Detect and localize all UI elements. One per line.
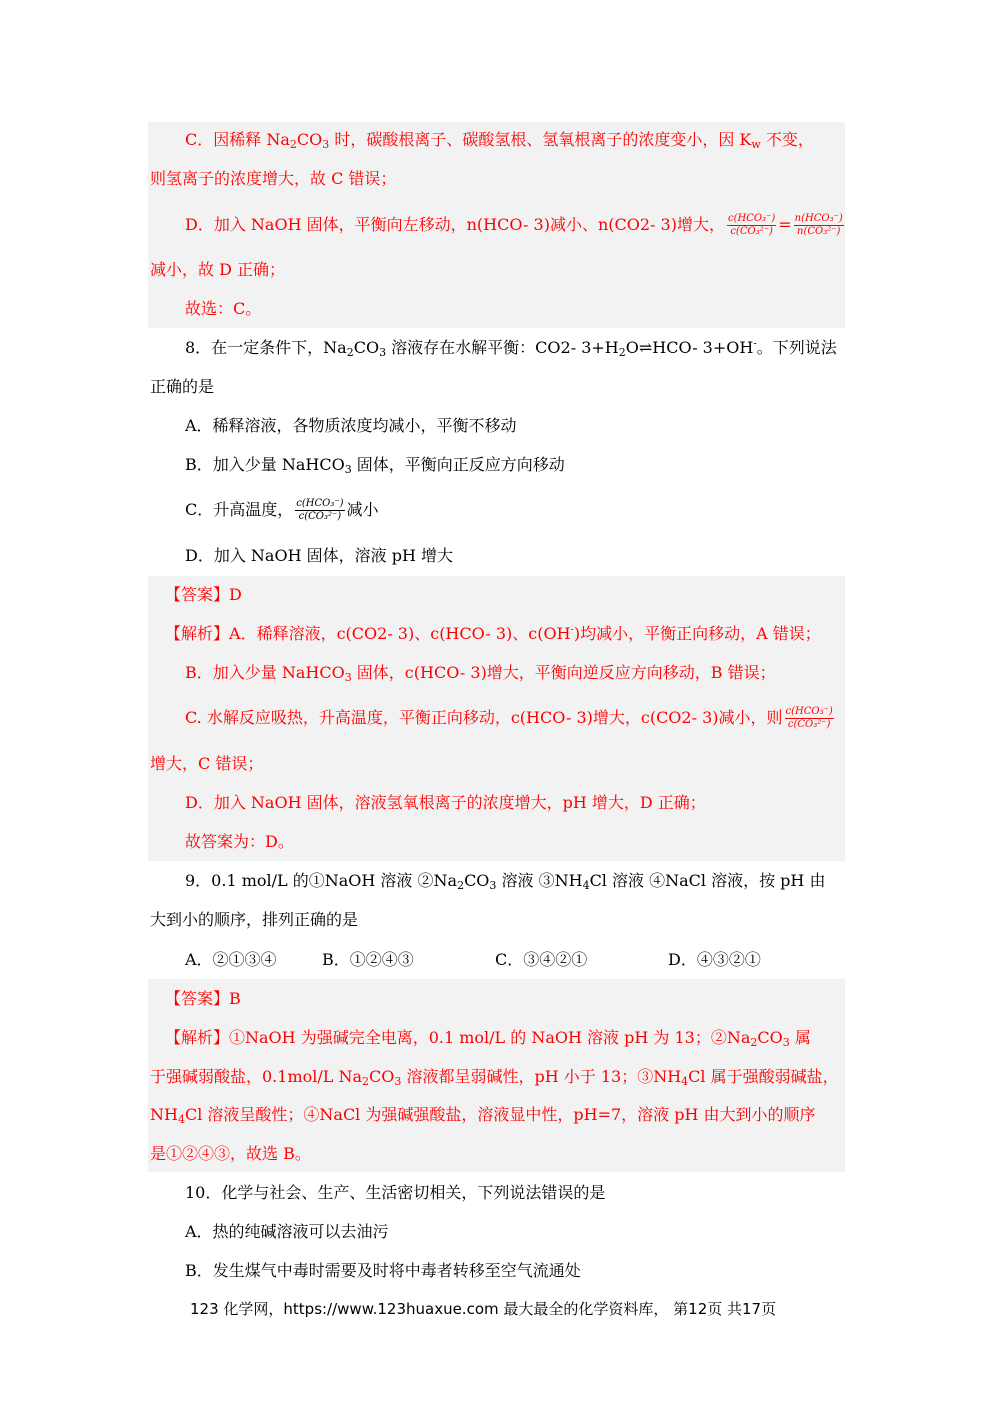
q9-option-a: A．②①③④ — [185, 950, 277, 969]
q8-stem-line1: 8．在一定条件下，$Na_2CO_3$ 溶液存在水解平衡：CO2- $3+H_2O\rightleftharpoons HCO-$ 3+OH-。下列说法 — [185, 338, 837, 359]
q9-stem-line1: 9．0.1 mol/L 的①NaOH 溶液 $②Na_2CO_3$ 溶液 $③NH_4Cl$ 溶液 ④NaCl 溶液，按 pH 由 — [185, 871, 826, 892]
q10-option-b: B．发生煤气中毒时需要及时将中毒者转移至空气流通处 — [185, 1261, 581, 1280]
q10-option-a: A．热的纯碱溶液可以去油污 — [185, 1222, 389, 1241]
fraction-c: $\frac{\text{c(HCO₃⁻)}}{\text{c(CO₃²⁻)}}$ — [727, 213, 776, 237]
fraction-n: $\frac{\text{n(HCO₃⁻)}}{\text{n(CO₃²⁻)}}$ — [794, 213, 843, 237]
q8-analysis-a: 【解析】A．稀释溶液，c(CO2- 3)、c(HCO- 3)、c(OH-)均减小，平衡正向移动，A 错误； — [165, 624, 821, 643]
q7-final-choice: 故选：C。 — [185, 299, 262, 318]
q8-answer: 【答案】D — [165, 585, 242, 604]
q8-option-d: D．加入 NaOH 固体，溶液 pH 增大 — [185, 546, 453, 565]
q8-option-b: B．加入少量 NaHCO$_3$ 固体，平衡向正反应方向移动 — [185, 455, 565, 476]
q8-stem-line2: 正确的是 — [150, 377, 215, 396]
q8-final-answer: 故答案为：D。 — [185, 832, 294, 851]
q8-option-a: A．稀释溶液，各物质浓度均减小，平衡不移动 — [185, 416, 517, 435]
q8-analysis-b: B．加入少量 NaHCO$_3$ 固体，c(HCO- 3)增大，平衡向逆反应方向移动，B 错误； — [185, 663, 776, 684]
q9-option-d: D．④③②① — [668, 950, 761, 969]
q7-option-d-analysis-line2: 减小，故 D 正确； — [150, 260, 286, 279]
q7-option-c-analysis-line2: 则氢离子的浓度增大，故 C 错误； — [150, 169, 397, 188]
page-footer: 123 化学网，https://www.123huaxue.com 最大最全的化学资料库， 第12页 共17页 — [190, 1300, 777, 1318]
q9-option-c: C．③④②① — [495, 950, 588, 969]
q9-option-b: B．①②④③ — [322, 950, 414, 969]
q7-option-c-analysis-line1: C．因稀释 $Na_2CO_3$ 时，碳酸根离子、碳酸氢根、氢氧根离子的浓度变小，因 $K_w$ 不变， — [185, 130, 814, 151]
fraction: $\frac{\text{c(HCO₃⁻)}}{\text{c(CO₃²⁻)}}$ — [296, 498, 344, 522]
fraction: $\frac{\text{c(HCO₃⁻)}}{\text{c(CO₃²⁻)}}$ — [785, 706, 833, 730]
q9-analysis-line1: 【解析】①NaOH 为强碱完全电离，0.1 mol/L 的 NaOH 溶液 pH 为 13；$②Na_2CO_3$ 属 — [165, 1028, 811, 1049]
q10-stem: 10．化学与社会、生产、生活密切相关，下列说法错误的是 — [185, 1183, 606, 1202]
q9-analysis-line3: $NH_4Cl$ 溶液呈酸性；④NaCl 为强碱强酸盐，溶液显中性，pH=7，溶液 pH 由大到小的顺序 — [150, 1105, 816, 1126]
q9-answer: 【答案】B — [165, 989, 241, 1008]
q8-option-c: C．升高温度， $\frac{\text{c(HCO₃⁻)}}{\text{c(CO₃²⁻)}}$ 减小 — [185, 498, 379, 522]
q9-analysis-line4: 是①②④③，故选 B。 — [150, 1144, 311, 1163]
q7-option-d-analysis-line1: D．加入 NaOH 固体，平衡向左移动，n(HCO- 3)减小、n(CO2- 3)增大， $\frac{\text{c(HCO₃⁻)}}{\text{c(CO₃²⁻)}}$ = $\frac{\text{n(HCO₃⁻)}}{\text{n(CO₃²⁻)}}$ — [185, 213, 843, 237]
q9-stem-line2: 大到小的顺序，排列正确的是 — [150, 910, 359, 929]
q8-analysis-d: D．加入 NaOH 固体，溶液氢氧根离子的浓度增大，pH 增大，D 正确； — [185, 793, 706, 812]
q9-analysis-line2: 于强碱弱酸盐，0.1mol/L $Na_2CO_3$ 溶液都呈弱碱性，pH 小于 13；$③NH_4Cl$ 属于强酸弱碱盐， — [150, 1067, 839, 1088]
q8-analysis-c-line1: C. 水解反应吸热，升高温度，平衡正向移动，c(HCO- 3)增大，c(CO2- 3)减小，则 $\frac{\text{c(HCO₃⁻)}}{\text{c(CO₃²⁻)}}$ — [185, 706, 833, 730]
q8-analysis-c-line2: 增大，C 错误； — [150, 754, 264, 773]
